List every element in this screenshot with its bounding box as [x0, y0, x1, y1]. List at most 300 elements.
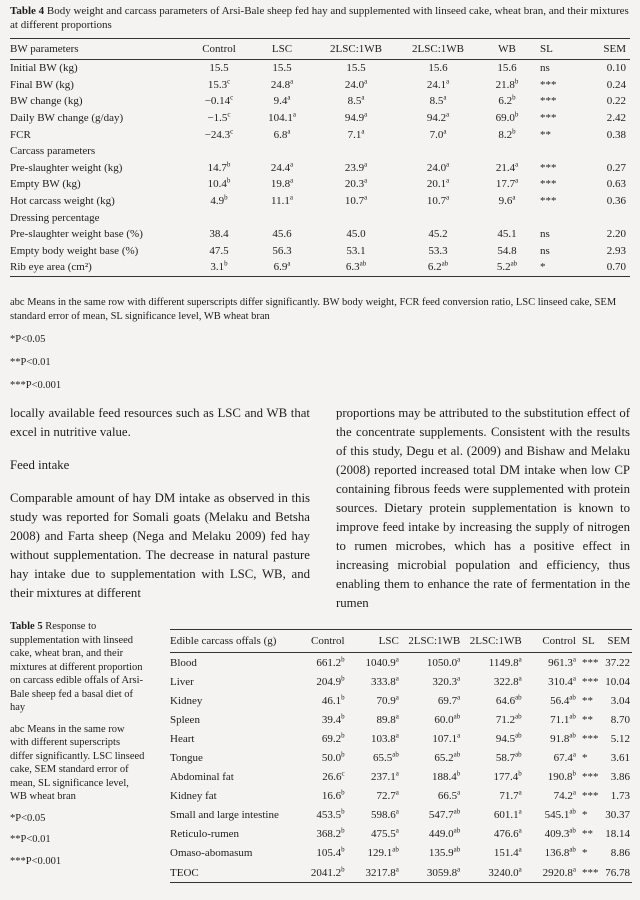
table-row — [170, 672, 632, 691]
cell-value: 53.1 — [346, 244, 366, 257]
table4 — [10, 38, 630, 277]
significance-superscript: a — [457, 654, 461, 663]
sem-value: 3.86 — [610, 771, 630, 784]
table-cell — [464, 844, 525, 863]
cell-value: 39.4 — [321, 713, 342, 726]
table-row — [10, 243, 630, 260]
cell-value: 3240.0 — [488, 866, 519, 879]
table-cell — [398, 226, 478, 243]
table-cell — [403, 787, 464, 806]
significance-level: *** — [540, 161, 557, 174]
table-cell — [526, 768, 580, 787]
table-cell — [398, 77, 478, 94]
section-heading: Feed intake — [10, 458, 70, 472]
significance-superscript: a — [572, 788, 576, 797]
cell-value: 91.8 — [550, 732, 570, 745]
table-row — [10, 126, 630, 143]
significance-superscript: a — [572, 864, 576, 873]
table5-label: Table 5 — [10, 621, 43, 632]
sem-value: 0.36 — [606, 195, 626, 208]
text-column-left — [10, 404, 310, 603]
significance-superscript: a — [287, 127, 291, 136]
table5-header-row — [170, 630, 632, 653]
cell-value: 190.8 — [547, 771, 573, 784]
table-cell — [188, 77, 250, 94]
row-label: Final BW (kg) — [10, 78, 74, 91]
sem-value: 5.12 — [610, 732, 630, 745]
cell-value: 409.3 — [544, 828, 570, 841]
significance-superscript: a — [457, 693, 461, 702]
significance-level: * — [581, 847, 588, 860]
cell-value: 10.7 — [344, 195, 365, 208]
table-cell — [398, 243, 478, 260]
table-cell — [464, 825, 525, 844]
significance-superscript: ab — [569, 807, 576, 816]
table-cell — [526, 863, 580, 883]
table-cell — [464, 806, 525, 825]
significance-superscript: b — [224, 193, 228, 202]
table-cell — [403, 844, 464, 863]
table-cell — [250, 193, 314, 210]
cell-value: 20.3 — [344, 178, 365, 191]
sem-value: 2.20 — [606, 228, 626, 241]
significance-superscript: b — [341, 826, 345, 835]
row-label: Rib eye area (cm²) — [10, 261, 92, 274]
table-cell — [250, 226, 314, 243]
table-cell — [349, 844, 403, 863]
cell-value: 45.1 — [497, 228, 517, 241]
cell-value: 449.0 — [428, 828, 454, 841]
table-cell — [250, 160, 314, 177]
table-cell — [478, 110, 536, 127]
cell-value: −1.5 — [207, 112, 228, 125]
table-cell — [188, 193, 250, 210]
table4-p3: ***P<0.001 — [10, 380, 62, 391]
significance-superscript: a — [443, 127, 447, 136]
table-cell — [296, 768, 348, 787]
table-cell — [314, 77, 398, 94]
significance-superscript: b — [341, 788, 345, 797]
table5-header: Control — [311, 635, 345, 647]
significance-superscript: a — [512, 193, 516, 202]
cell-value: 45.6 — [272, 228, 292, 241]
table5-header: LSC — [378, 635, 399, 647]
table-row — [170, 729, 632, 748]
table-cell — [526, 844, 580, 863]
cell-value: 54.8 — [497, 244, 517, 257]
table5-header: SL — [581, 635, 595, 647]
significance-superscript: a — [572, 673, 576, 682]
cell-value: 65.5 — [372, 752, 393, 765]
row-label: Kidney — [170, 694, 203, 707]
table-cell — [250, 77, 314, 94]
cell-value: 71.2 — [495, 713, 516, 726]
table-cell — [296, 844, 348, 863]
table-cell — [526, 672, 580, 691]
table4-caption-text: Body weight and carcass parameters of Arsi-Bale sheep fed hay and supplemented with linseed cake, wheat bran, and their mixtures at different proportions — [10, 5, 629, 31]
table-cell — [188, 110, 250, 127]
significance-superscript: ab — [515, 712, 522, 721]
cell-value: 2041.2 — [310, 866, 342, 879]
significance-superscript: a — [292, 110, 296, 119]
table4-p2: **P<0.01 — [10, 357, 51, 368]
cell-value: 453.5 — [316, 809, 342, 822]
significance-superscript: ab — [569, 845, 576, 854]
table-cell — [526, 710, 580, 729]
table-row — [10, 60, 630, 77]
significance-superscript: a — [289, 193, 293, 202]
table5-header: SEM — [607, 635, 630, 647]
cell-value: 8.5 — [429, 95, 444, 108]
cell-value: 322.8 — [493, 675, 519, 688]
significance-superscript: ab — [392, 845, 399, 854]
significance-superscript: a — [457, 673, 461, 682]
significance-superscript: a — [290, 77, 294, 86]
row-label: Hot carcass weight (kg) — [10, 195, 115, 208]
table-cell — [188, 259, 250, 276]
table5-p2: **P<0.01 — [10, 834, 51, 845]
sem-value: 37.22 — [605, 656, 630, 669]
significance-superscript: c — [341, 769, 345, 778]
cell-value: 188.4 — [432, 771, 457, 784]
section-label: Carcass parameters — [10, 145, 96, 158]
significance-superscript: a — [395, 673, 399, 682]
section-label: Dressing percentage — [10, 211, 100, 224]
table5-header: 2LSC:1WB — [408, 635, 461, 647]
significance-superscript: a — [446, 193, 450, 202]
sem-value: 3.61 — [610, 752, 630, 765]
row-label: Pre-slaughter weight (kg) — [10, 161, 123, 174]
row-label: Abdominal fat — [170, 771, 234, 784]
significance-superscript: a — [395, 654, 399, 663]
table-cell — [349, 653, 403, 673]
cell-value: 547.7 — [428, 809, 454, 822]
sem-value: 0.63 — [606, 178, 626, 191]
cell-value: 24.0 — [344, 78, 365, 91]
table-cell — [526, 691, 580, 710]
significance-superscript: a — [572, 750, 576, 759]
cell-value: 3.1 — [210, 261, 225, 274]
table-cell — [250, 243, 314, 260]
cell-value: 15.6 — [428, 62, 448, 75]
table-cell — [398, 193, 478, 210]
cell-value: 94.5 — [495, 732, 516, 745]
significance-superscript: b — [341, 750, 345, 759]
cell-value: 5.2 — [496, 261, 511, 274]
significance-level: * — [581, 809, 588, 822]
table4-header: 2LSC:1WB — [330, 43, 382, 55]
row-label: Empty BW (kg) — [10, 178, 81, 191]
table-cell — [464, 653, 525, 673]
significance-superscript: a — [364, 77, 368, 86]
table4-header: 2LSC:1WB — [412, 43, 464, 55]
table-cell — [349, 825, 403, 844]
table-cell — [478, 160, 536, 177]
table5-p3: ***P<0.001 — [10, 855, 62, 867]
table4-p1: *P<0.05 — [10, 334, 46, 345]
table-row — [10, 160, 630, 177]
cell-value: 45.0 — [346, 228, 366, 241]
significance-superscript: b — [341, 845, 345, 854]
significance-superscript: a — [446, 160, 450, 169]
cell-value: 56.3 — [272, 244, 292, 257]
significance-level: *** — [540, 95, 557, 108]
table-cell — [398, 176, 478, 193]
significance-level: *** — [540, 195, 557, 208]
table5-body — [170, 653, 632, 883]
table-cell — [403, 691, 464, 710]
row-label: Empty body weight base (%) — [10, 244, 139, 257]
significance-superscript: b — [224, 259, 228, 268]
table5 — [170, 629, 632, 883]
table-cell — [478, 193, 536, 210]
cell-value: 47.5 — [209, 244, 229, 257]
significance-superscript: b — [341, 673, 345, 682]
significance-superscript: a — [361, 127, 365, 136]
cell-value: 1149.8 — [488, 656, 519, 669]
significance-superscript: a — [290, 176, 294, 185]
table-row — [170, 653, 632, 673]
paragraph: Comparable amount of hay DM intake as observed in this study was reported for Somali goats (Melaku and Betsha 2008) and Farta sheep (Nega and Melaku 2009) fed hay without supplementation. The decrease in natural pasture hay intake due to supplementation with LSC, WB, and their mixtures at different — [10, 491, 310, 600]
significance-superscript: a — [395, 826, 399, 835]
table-cell — [403, 672, 464, 691]
table-cell — [403, 653, 464, 673]
significance-superscript: ab — [569, 712, 576, 721]
table4-caption — [10, 4, 630, 32]
significance-superscript: ab — [453, 845, 461, 854]
table5-caption — [10, 620, 145, 876]
table-cell — [464, 863, 525, 883]
significance-superscript: b — [226, 160, 231, 169]
table-cell — [464, 672, 525, 691]
significance-superscript: c — [227, 110, 231, 119]
table-cell — [398, 93, 478, 110]
cell-value: 1050.0 — [426, 656, 458, 669]
table-cell — [296, 863, 348, 883]
table-cell — [250, 126, 314, 143]
significance-level: * — [581, 752, 588, 765]
significance-superscript: a — [287, 93, 291, 102]
table-cell — [349, 691, 403, 710]
table-cell — [403, 729, 464, 748]
cell-value: 74.2 — [553, 790, 573, 803]
cell-value: 107.1 — [432, 732, 458, 745]
cell-value: 310.4 — [548, 675, 573, 688]
sem-value: 18.14 — [605, 828, 630, 841]
sem-value: 0.22 — [606, 95, 626, 108]
cell-value: 6.2 — [427, 261, 442, 274]
significance-superscript: c — [227, 77, 231, 86]
table-cell — [464, 710, 525, 729]
paragraph: proportions may be attributed to the substitution effect of the concentrate supplements. Consistent with the results of this study, Degu et al. (2009) and Bishaw and Melaku (2008) reported increased total DM intake when low CP containing fibrous feeds were supplemented with protein sources. Dietary protein supplementation is known to improve feed intake by increasing the supply of nitrogen to rumen microbes, which has a positive effect in increasing microbial population and efficiency, thus enabling them to enhance the rate of fermentation in the rumen — [336, 406, 630, 610]
sem-value: 8.70 — [610, 713, 630, 726]
table-cell — [314, 176, 398, 193]
cell-value: 26.6 — [322, 771, 342, 784]
sem-value: 30.37 — [605, 809, 630, 822]
cell-value: 46.1 — [321, 694, 342, 707]
sem-value: 0.24 — [606, 78, 626, 91]
cell-value: 15.5 — [346, 62, 366, 75]
significance-level: *** — [540, 78, 557, 91]
cell-value: 15.6 — [497, 62, 517, 75]
significance-level: *** — [581, 732, 599, 745]
table-cell — [349, 806, 403, 825]
significance-superscript: a — [443, 93, 447, 102]
sem-value: 3.04 — [610, 694, 630, 707]
table-cell — [526, 787, 580, 806]
cell-value: 15.5 — [272, 62, 292, 75]
cell-value: −24.3 — [204, 128, 231, 141]
paragraph: locally available feed resources such as LSC and WB that excel in nutritive value. — [10, 406, 310, 439]
table5-header: Edible carcass offals (g) — [170, 635, 277, 647]
cell-value: 177.4 — [493, 771, 519, 784]
table-row — [10, 77, 630, 94]
table5-caption-text: Response to supplementation with linseed cake, wheat bran, and their mixtures at different proportion on carcass edible offals of Arsi-Bale sheep fed a basal diet of hay — [10, 621, 144, 713]
significance-superscript: a — [457, 864, 461, 873]
table-cell — [296, 691, 348, 710]
table5-header: Control — [542, 635, 576, 647]
table-cell — [464, 748, 525, 767]
table-cell — [526, 653, 580, 673]
cell-value: 10.7 — [426, 195, 447, 208]
cell-value: 3059.8 — [426, 866, 458, 879]
row-label: Reticulo-rumen — [170, 828, 240, 841]
cell-value: 65.2 — [434, 752, 454, 765]
table-cell — [314, 193, 398, 210]
table-cell — [314, 60, 398, 77]
sem-value: 0.10 — [606, 62, 626, 75]
cell-value: 6.8 — [273, 128, 288, 141]
cell-value: 2920.8 — [542, 866, 573, 879]
table5-footnote: abc Means in the same row with different superscripts differ significantly. LSC linseed cake, SEM standard error of mean, SL significance level, WB wheat bran — [10, 723, 145, 802]
table-cell — [398, 259, 478, 276]
cell-value: 21.4 — [495, 161, 516, 174]
table-cell — [478, 226, 536, 243]
sem-value: 0.38 — [606, 128, 626, 141]
significance-superscript: a — [518, 864, 522, 873]
sem-value: 0.70 — [606, 261, 626, 274]
table4-label: Table 4 — [10, 5, 45, 17]
table-cell — [188, 243, 250, 260]
table-cell — [398, 160, 478, 177]
table-cell — [296, 825, 348, 844]
significance-superscript: ab — [359, 259, 367, 268]
significance-superscript: ab — [453, 712, 461, 721]
cell-value: 66.5 — [437, 790, 458, 803]
table-row — [170, 825, 632, 844]
sem-value: 8.86 — [610, 847, 630, 860]
significance-superscript: a — [364, 110, 368, 119]
table5-p1: *P<0.05 — [10, 812, 46, 824]
cell-value: 19.8 — [270, 178, 291, 191]
table-row — [10, 193, 630, 210]
table-cell — [250, 93, 314, 110]
table-cell — [403, 768, 464, 787]
cell-value: 129.1 — [367, 847, 393, 860]
significance-superscript: c — [230, 127, 234, 136]
significance-superscript: ab — [515, 693, 522, 702]
table-cell — [398, 126, 478, 143]
sem-value: 2.93 — [606, 244, 626, 257]
table-cell — [296, 806, 348, 825]
row-label: FCR — [10, 128, 31, 141]
table-cell — [314, 243, 398, 260]
table-cell — [188, 126, 250, 143]
cell-value: 94.9 — [344, 112, 365, 125]
cell-value: 23.9 — [344, 161, 365, 174]
cell-value: 17.7 — [495, 178, 516, 191]
significance-superscript: ab — [453, 807, 461, 816]
row-label: Liver — [170, 675, 194, 688]
cell-value: 94.2 — [426, 112, 447, 125]
cell-value: 24.8 — [270, 78, 291, 91]
significance-level: ns — [540, 228, 550, 241]
cell-value: 69.0 — [495, 112, 515, 125]
table4-header: WB — [498, 43, 516, 55]
cell-value: 7.0 — [429, 128, 444, 141]
table-cell — [526, 825, 580, 844]
significance-superscript: ab — [453, 750, 461, 759]
cell-value: 151.4 — [493, 847, 519, 860]
table-cell — [478, 77, 536, 94]
cell-value: 60.0 — [434, 713, 454, 726]
cell-value: 6.9 — [273, 261, 288, 274]
cell-value: 6.2 — [498, 95, 513, 108]
table-cell — [526, 748, 580, 767]
significance-level: ** — [581, 713, 593, 726]
significance-superscript: b — [456, 769, 461, 778]
significance-superscript: ab — [453, 826, 461, 835]
cell-value: 69.2 — [321, 732, 342, 745]
significance-level: *** — [540, 178, 557, 191]
table-cell — [478, 60, 536, 77]
significance-superscript: a — [457, 788, 461, 797]
table-row — [10, 226, 630, 243]
table-cell — [296, 653, 348, 673]
table-cell — [349, 729, 403, 748]
table-cell — [349, 748, 403, 767]
cell-value: 136.8 — [544, 847, 570, 860]
section-row — [10, 143, 630, 160]
table-cell — [526, 729, 580, 748]
cell-value: 4.9 — [210, 195, 225, 208]
table4-header: LSC — [271, 43, 293, 55]
table-cell — [464, 729, 525, 748]
table-cell — [188, 176, 250, 193]
significance-superscript: b — [512, 127, 516, 136]
table-cell — [349, 710, 403, 729]
significance-superscript: b — [518, 769, 522, 778]
table-row — [170, 806, 632, 825]
sem-value: 1.73 — [610, 790, 630, 803]
table-row — [170, 863, 632, 883]
table-cell — [398, 110, 478, 127]
cell-value: 15.3 — [207, 78, 228, 91]
significance-superscript: a — [515, 176, 519, 185]
table4-header: SEM — [603, 43, 626, 55]
significance-superscript: a — [364, 160, 368, 169]
significance-superscript: a — [515, 160, 519, 169]
cell-value: 24.4 — [270, 161, 291, 174]
significance-superscript: a — [446, 176, 450, 185]
row-label: Small and large intestine — [170, 809, 279, 822]
table-cell — [398, 60, 478, 77]
table-row — [10, 110, 630, 127]
significance-superscript: ab — [569, 826, 576, 835]
cell-value: 14.7 — [207, 161, 227, 174]
table-cell — [314, 93, 398, 110]
table-cell — [296, 787, 348, 806]
